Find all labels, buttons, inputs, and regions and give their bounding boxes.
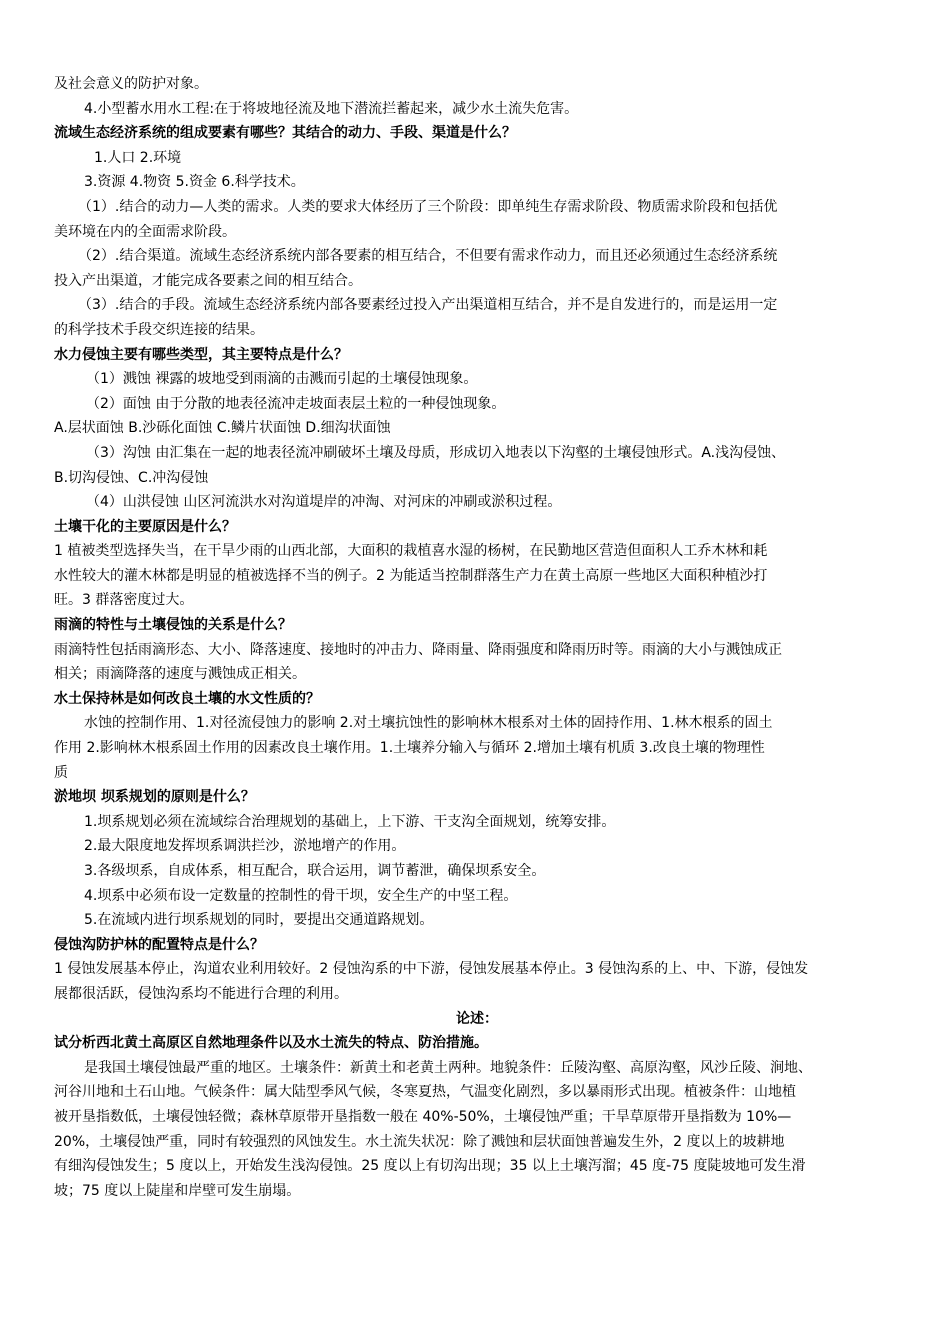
text-line: 投入产出渠道，才能完成各要素之间的相互结合。 — [54, 272, 362, 289]
text-line: 的科学技术手段交织连接的结果。 — [54, 321, 264, 338]
text-line: 美环境在内的全面需求阶段。 — [54, 223, 236, 240]
text-line: 1.坝系规划必须在流域综合治理规划的基础上，上下游、干支沟全面规划，统筹安排。 — [84, 813, 616, 830]
text-line: A.层状面蚀 B.沙砾化面蚀 C.鳞片状面蚀 D.细沟状面蚀 — [54, 420, 391, 437]
text-line: B.切沟侵蚀、C.冲沟侵蚀 — [54, 469, 209, 486]
text-line: 水性较大的灌木林都是明显的植被选择不当的例子。2 为能适当控制群落生产力在黄土高原一些地区大面积种植沙打 — [54, 567, 768, 584]
text-line: 1.人口 2.环境 — [94, 149, 182, 166]
text-line: （1）溅蚀 裸露的坡地受到雨滴的击溅而引起的土壤侵蚀现象。 — [86, 371, 478, 388]
question-heading: 淤地坝 坝系规划的原则是什么？ — [54, 789, 255, 806]
text-line: 3.各级坝系，自成体系，相互配合，联合运用，调节蓄泄，确保坝系安全。 — [84, 863, 546, 879]
text-line: 5.在流域内进行坝系规划的同时，要提出交通道路规划。 — [84, 912, 434, 929]
question-heading: 侵蚀沟防护林的配置特点是什么？ — [54, 936, 264, 953]
section-heading: 论述： — [456, 1010, 498, 1027]
text-line: 旺。3 群落密度过大。 — [54, 592, 194, 609]
text-line: 质 — [54, 764, 68, 781]
question-heading: 雨滴的特性与土壤侵蚀的关系是什么？ — [54, 617, 292, 634]
text-line: 20%，土壤侵蚀严重，同时有较强烈的风蚀发生。水土流失状况：除了溅蚀和层状面蚀普遍发生外，2 度以上的坡耕地 — [54, 1133, 785, 1150]
text-line: 水蚀的控制作用、1.对径流侵蚀力的影响 2.对土壤抗蚀性的影响林木根系对土体的固持作用、1.林木根系的固土 — [84, 715, 773, 732]
question-heading: 土壤干化的主要原因是什么？ — [54, 518, 236, 535]
question-heading: 水土保持林是如何改良土壤的水文性质的？ — [54, 690, 320, 707]
text-line: 及社会意义的防护对象。 — [54, 76, 208, 92]
text-line: 是我国土壤侵蚀最严重的地区。土壤条件：新黄土和老黄土两种。地貌条件：丘陵沟壑、高原沟壑，风沙丘陵、涧地、 — [84, 1059, 812, 1076]
text-line: 展都很活跃，侵蚀沟系均不能进行合理的利用。 — [54, 985, 348, 1002]
text-line: 1 植被类型选择失当，在干旱少雨的山西北部，大面积的栽植喜水湿的杨树，在民勤地区营造但面积人工乔木林和耗 — [54, 543, 768, 560]
question-heading: 试分析西北黄土高原区自然地理条件以及水土流失的特点、防治措施。 — [54, 1035, 488, 1052]
text-line: 河谷川地和土石山地。气候条件：属大陆型季风气候，冬寒夏热，气温变化剧烈，多以暴雨形式出现。植被条件：山地植 — [54, 1084, 796, 1101]
text-line: （4）山洪侵蚀 山区河流洪水对沟道堤岸的冲淘、对河床的冲刷或淤积过程。 — [86, 494, 562, 511]
text-line: （2）.结合渠道。流域生态经济系统内部各要素的相互结合，不但要有需求作动力，而且还必须通过生态经济系统 — [78, 248, 778, 265]
text-line: 相关；雨滴降落的速度与溅蚀成正相关。 — [54, 666, 306, 683]
document-page — [54, 72, 900, 1203]
text-line: 作用 2.影响林木根系固土作用的因素改良土壤作用。1.土壤养分输入与循环 2.增加土壤有机质 3.改良土壤的物理性 — [54, 740, 765, 757]
text-line: （3）沟蚀 由汇集在一起的地表径流冲刷破坏土壤及母质，形成切入地表以下沟壑的土壤侵蚀形式。A.浅沟侵蚀、 — [86, 444, 786, 461]
text-line: 2.最大限度地发挥坝系调洪拦沙，淤地增产的作用。 — [84, 838, 406, 855]
text-line: 4.小型蓄水用水工程:在于将坡地径流及地下潜流拦蓄起来，减少水土流失危害。 — [84, 100, 579, 117]
text-line: （2）面蚀 由于分散的地表径流冲走坡面表层土粒的一种侵蚀现象。 — [86, 395, 506, 412]
text-line: 3.资源 4.物资 5.资金 6.科学技术。 — [84, 174, 305, 191]
text-line: 4.坝系中必须布设一定数量的控制性的骨干坝，安全生产的中坚工程。 — [84, 887, 518, 904]
text-line: 有细沟侵蚀发生；5 度以上，开始发生浅沟侵蚀。25 度以上有切沟出现；35 以上土壤泻溜；45 度-75 度陡坡地可发生滑 — [54, 1158, 806, 1175]
question-heading: 水力侵蚀主要有哪些类型，其主要特点是什么？ — [54, 346, 348, 363]
text-line: （3）.结合的手段。流域生态经济系统内部各要素经过投入产出渠道相互结合，并不是自发进行的，而是运用一定 — [78, 297, 778, 314]
text-line: 坡；75 度以上陡崖和岸壁可发生崩塌。 — [54, 1182, 301, 1199]
question-heading: 流域生态经济系统的组成要素有哪些？其结合的动力、手段、渠道是什么？ — [54, 125, 516, 142]
text-line: （1）.结合的动力—人类的需求。人类的要求大体经历了三个阶段：即单纯生存需求阶段、物质需求阶段和包括优 — [78, 198, 778, 215]
text-line: 1 侵蚀发展基本停止，沟道农业利用较好。2 侵蚀沟系的中下游，侵蚀发展基本停止。3 侵蚀沟系的上、中、下游，侵蚀发 — [54, 961, 809, 978]
text-line: 雨滴特性包括雨滴形态、大小、降落速度、接地时的冲击力、降雨量、降雨强度和降雨历时等。雨滴的大小与溅蚀成正 — [54, 641, 782, 658]
text-line: 被开垦指数低，土壤侵蚀轻微；森林草原带开垦指数一般在 40%-50%，土壤侵蚀严重；干旱草原带开垦指数为 10%— — [54, 1108, 792, 1125]
